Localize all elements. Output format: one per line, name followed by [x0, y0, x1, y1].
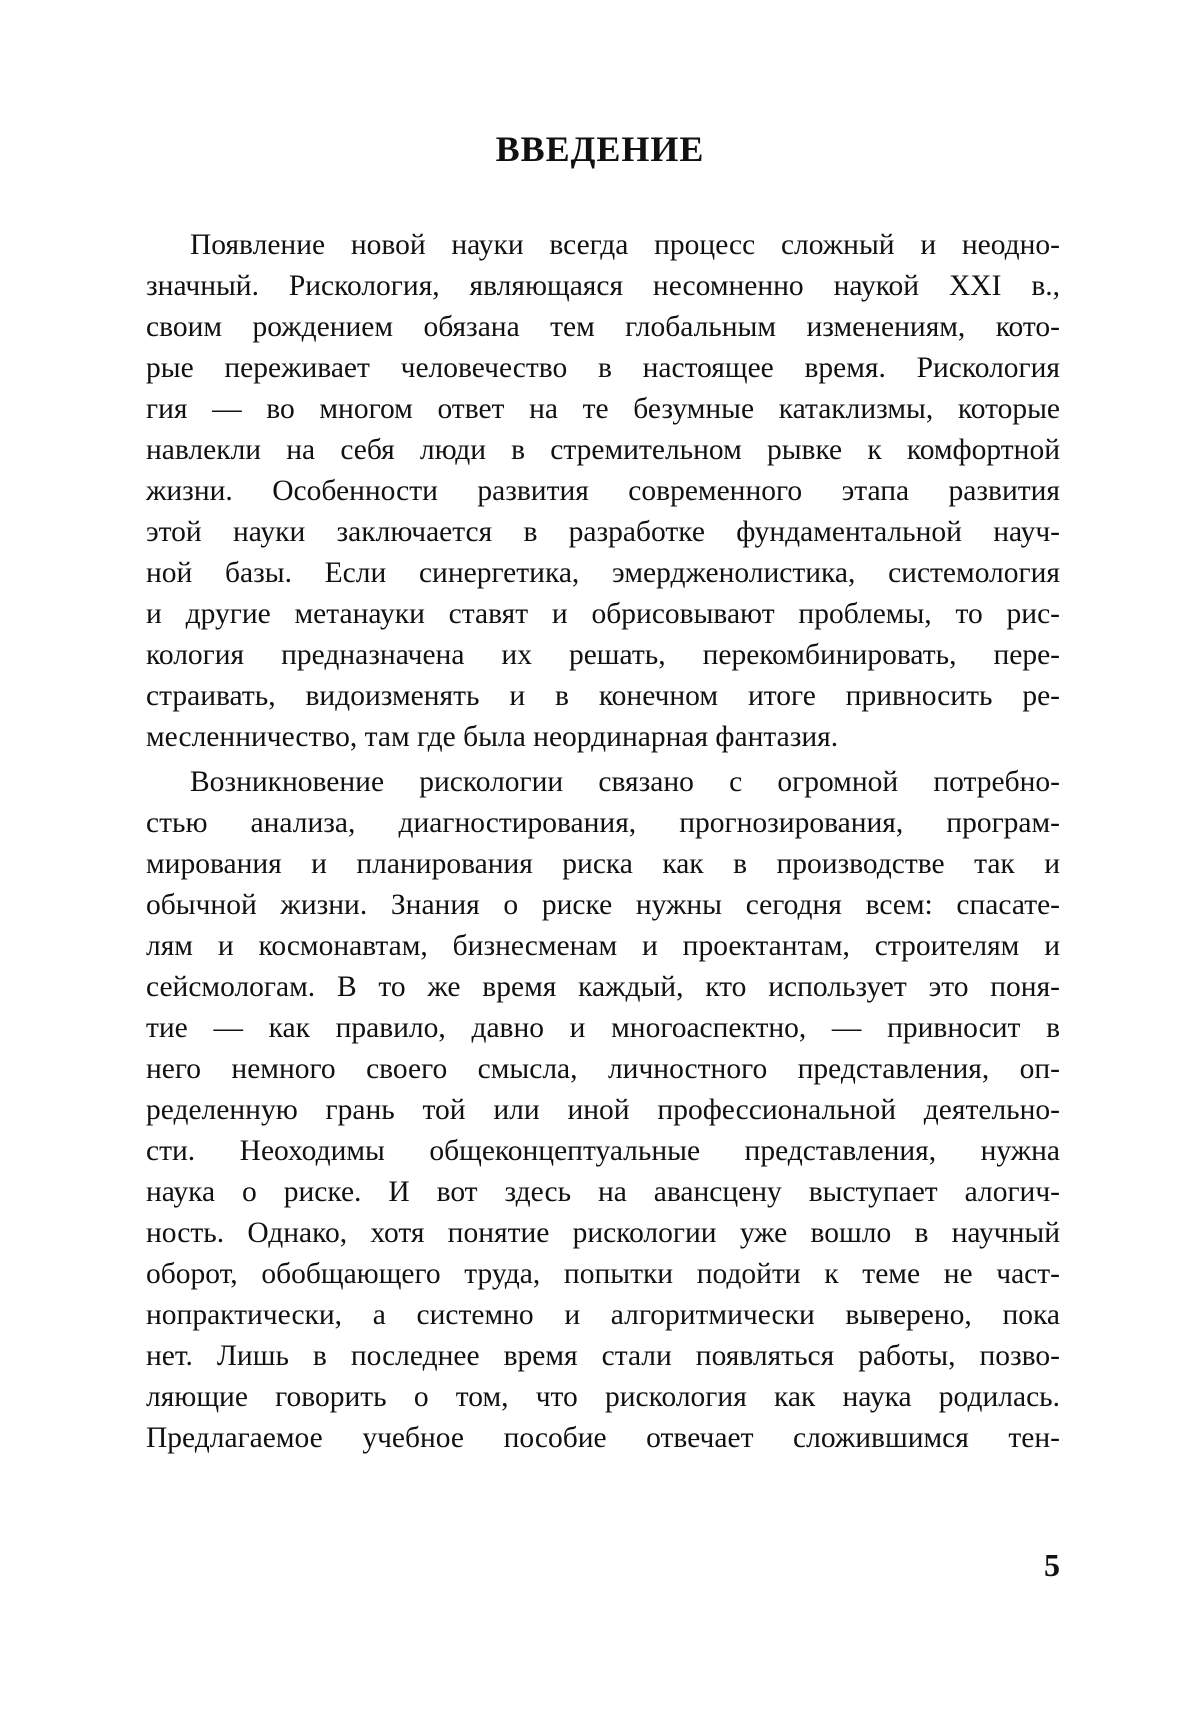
text-line: нопрактически, а системно и алгоритмически выверено, пока	[146, 1299, 1060, 1331]
text-line: месленничество, там где была неординарная фантазия.	[146, 721, 839, 753]
text-line: страивать, видоизменять и в конечном итоге привносить ре-	[146, 680, 1060, 712]
text-line: навлекли на себя люди в стремительном рывке к комфортной	[146, 434, 1060, 466]
text-line: мирования и планирования риска как в производстве так и	[146, 848, 1060, 880]
text-line: ляющие говорить о том, что рискология как наука родилась.	[146, 1381, 1060, 1413]
text-line: сти. Неоходимы общеконцептуальные представления, нужна	[146, 1135, 1060, 1167]
text-line: Предлагаемое учебное пособие отвечает сложившимся тен-	[146, 1422, 1060, 1454]
text-line: сейсмологам. В то же время каждый, кто использует это поня-	[146, 971, 1060, 1003]
text-line: ность. Однако, хотя понятие рискологии уже вошло в научный	[146, 1217, 1060, 1249]
text-line: тие — как правило, давно и многоаспектно, — привносит в	[146, 1012, 1060, 1044]
text-line: рые переживает человечество в настоящее время. Рискология	[146, 352, 1060, 384]
text-line: обычной жизни. Знания о риске нужны сегодня всем: спасате-	[146, 889, 1060, 921]
text-line: ной базы. Если синергетика, эмердженолистика, системология	[146, 557, 1060, 589]
text-line: него немного своего смысла, личностного представления, оп-	[146, 1053, 1060, 1085]
text-line: и другие метанауки ставят и обрисовывают проблемы, то рис-	[146, 598, 1060, 630]
text-line: Возникновение рискологии связано с огромной потребно-	[190, 766, 1060, 798]
text-line: Появление новой науки всегда процесс сложный и неодно-	[190, 229, 1060, 261]
text-line: гия — во многом ответ на те безумные катаклизмы, которые	[146, 393, 1060, 425]
text-line: нет. Лишь в последнее время стали появляться работы, позво-	[146, 1340, 1060, 1372]
text-line: жизни. Особенности развития современного этапа развития	[146, 475, 1060, 507]
text-line: значный. Рискология, являющаяся несомненно наукой XXI в.,	[146, 270, 1060, 302]
text-line: лям и космонавтам, бизнесменам и проектантам, строителям и	[146, 930, 1060, 962]
text-line: этой науки заключается в разработке фундаментальной науч-	[146, 516, 1060, 548]
text-line: своим рождением обязана тем глобальным изменениям, кото-	[146, 311, 1060, 343]
text-line: оборот, обобщающего труда, попытки подойти к теме не част-	[146, 1258, 1060, 1290]
text-line: стью анализа, диагностирования, прогнозирования, програм-	[146, 807, 1060, 839]
page-number: 5	[1044, 1547, 1060, 1583]
text-line: кология предназначена их решать, перекомбинировать, пере-	[146, 639, 1060, 671]
chapter-heading: ВВЕДЕНИЕ	[495, 129, 705, 169]
text-line: наука о риске. И вот здесь на авансцену выступает алогич-	[146, 1176, 1060, 1208]
text-line: ределенную грань той или иной профессиональной деятельно-	[146, 1094, 1060, 1126]
